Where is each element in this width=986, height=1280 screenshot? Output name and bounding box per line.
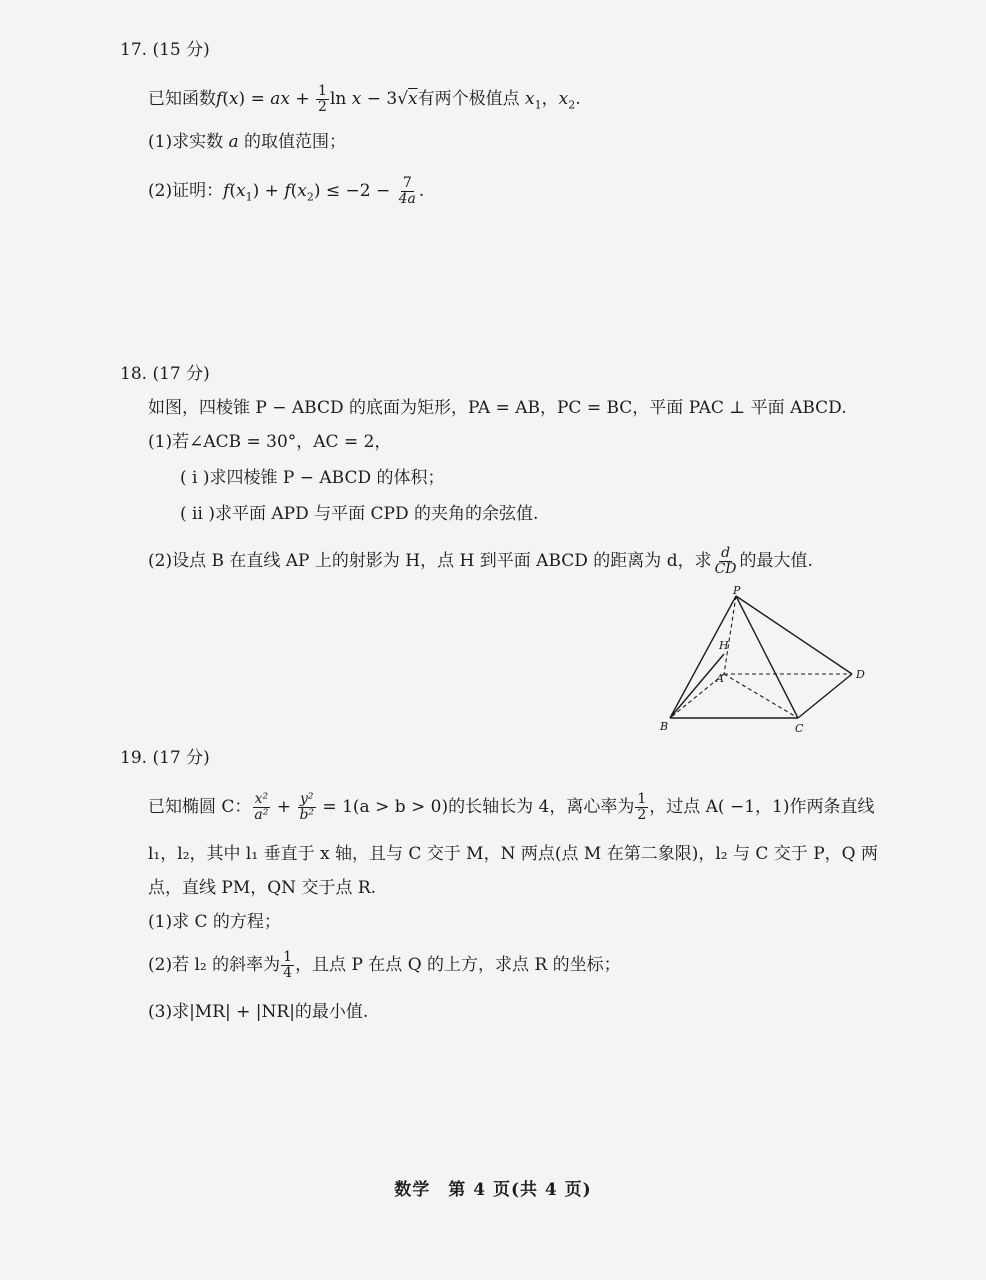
q19-line2: l₁，l₂，其中 l₁ 垂直于 x 轴，且与 C 交于 M，N 两点(点 M 在第二象限)，l₂ 与 C 交于 P，Q 两 [148, 844, 878, 864]
label-A: A [716, 672, 724, 685]
q19-line3: 点，直线 PM，QN 交于点 R. [148, 878, 377, 898]
edge-PD [736, 596, 852, 674]
q19-header: 19. (17 分) [120, 748, 210, 768]
q17-part2: (2)证明：$f(x_1) + f(x_2) \le -2$ − $\frac{7}{4a}$ . [148, 175, 425, 207]
q18-part1-ii: ( ⅱ )求平面 APD 与平面 CPD 的夹角的余弦值. [180, 504, 539, 524]
label-P: P [733, 586, 741, 597]
q18-part2: (2)设点 B 在直线 AP 上的射影为 H，点 H 到平面 ABCD 的距离为 d，求 $\frac{d}{CD}$ 的最大值. [148, 545, 813, 577]
q19-eccentricity-fraction: $\frac{1}{2}$ [637, 791, 647, 823]
edge-PB [670, 596, 736, 718]
q18-fraction: $\frac{d}{CD}$ [714, 545, 737, 577]
q18-part1-i: ( ⅰ )求四棱锥 P − ABCD 的体积； [180, 468, 445, 488]
q17-intro: 已知函数f(x) = ax + $\frac{1}{2}$ ln x − 3√x有两个极值点 $x_1$，$x_2$. [148, 83, 581, 115]
label-B: B [660, 720, 669, 733]
q18-intro: 如图，四棱锥 P − ABCD 的底面为矩形，PA = AB，PC = BC，平面 PAC ⊥ 平面 ABCD. [148, 398, 847, 418]
q17-half-fraction: $\frac{1}{2}$ [318, 83, 327, 115]
q19-part2: (2)若 l₂ 的斜率为 $\frac{1}{4}$ ，且点 P 在点 Q 的上方，求点 R 的坐标； [148, 949, 621, 981]
q19-slope-fraction: $\frac{1}{4}$ [283, 949, 293, 981]
q19-part3: (3)求|MR| + |NR|的最小值. [148, 1002, 369, 1022]
q19-line1: 已知椭圆 C： $\frac{\text{x²}}{\text{a²}}$ + $\frac{\text{y²}}{\text{b²}}$ = 1(a > b > 0)的长轴长为 4，离心率为 $\frac{1}{2}$ ，过点 A( −1，1)作两条直线 [148, 791, 875, 823]
label-C: C [795, 722, 804, 735]
pyramid-figure [652, 586, 882, 736]
q18-part1: (1)若∠ACB = 30°，AC = 2， [148, 432, 392, 452]
q17-header: 17. (15 分) [120, 40, 210, 60]
q17-fraction: $\frac{7}{4a}$ [398, 175, 416, 207]
q18-header: 18. (17 分) [120, 364, 210, 384]
label-D: D [856, 668, 865, 681]
page-footer: 数学 第 4 页(共 4 页) [394, 1180, 592, 1200]
segment-BH [670, 654, 724, 718]
q19-x-fraction: $\frac{\text{x²}}{\text{a²}}$ [254, 791, 269, 823]
q19-y-fraction: $\frac{\text{y²}}{\text{b²}}$ [299, 791, 315, 823]
label-H: H [719, 639, 729, 652]
q19-part1: (1)求 C 的方程； [148, 912, 281, 932]
q17-part1: (1)求实数 a 的取值范围； [148, 132, 347, 152]
edge-CD [798, 674, 852, 718]
